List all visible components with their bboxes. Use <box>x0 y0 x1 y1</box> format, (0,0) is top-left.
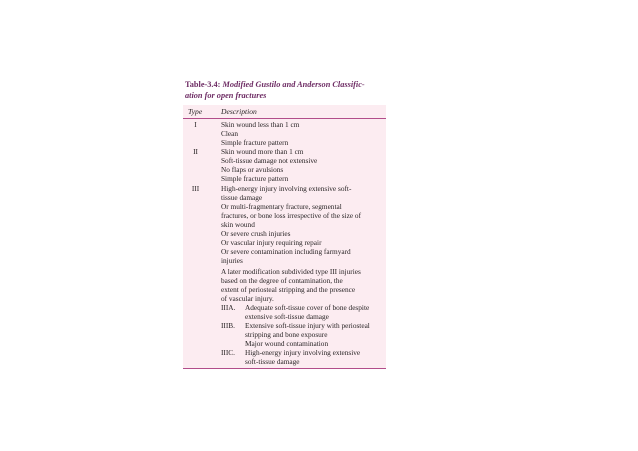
description-line: Skin wound more than 1 cm <box>221 147 304 157</box>
subtype-IIIC <box>221 348 384 366</box>
table-title-line-1: Modified Gustilo and Anderson Classific- <box>222 80 365 89</box>
note-line: extent of periosteal stripping and the presence <box>221 285 356 295</box>
subtype-line: extensive soft-tissue damage <box>245 312 329 322</box>
header-type: Type <box>188 107 203 117</box>
subtype-key: IIIB. <box>221 321 235 331</box>
row-type: I <box>194 120 197 130</box>
description-line: Or vascular injury requiring repair <box>221 237 322 247</box>
table-label: Table-3.4: <box>185 80 221 89</box>
subtype-line: soft-tissue damage <box>245 357 300 367</box>
description-line: Clean <box>221 129 239 139</box>
table-caption <box>185 80 386 101</box>
description-line: skin wound <box>221 219 255 229</box>
subtype-IIIB <box>221 321 384 348</box>
subtype-description <box>245 348 384 366</box>
table-block <box>183 80 386 369</box>
subtype-key: IIIA. <box>221 303 236 313</box>
subtype-line: Major wound contamination <box>245 339 329 349</box>
description-line: injuries <box>221 255 243 265</box>
subtype-line: High-energy injury involving extensive <box>245 348 361 358</box>
description-line: Soft-tissue damage not extensive <box>221 156 318 166</box>
header-description: Description <box>221 107 257 117</box>
note-line: based on the degree of contamination, the <box>221 275 343 285</box>
description-line: Simple fracture pattern <box>221 138 289 148</box>
row-description <box>221 120 386 147</box>
row-type: III <box>191 183 200 193</box>
table-row <box>183 120 386 147</box>
note-line: of vascular injury. <box>221 294 274 304</box>
classification-table <box>183 105 386 369</box>
subtype-line: stripping and bone exposure <box>245 330 328 340</box>
table-body <box>183 119 386 369</box>
note-line: A later modification subdivided type III injuries <box>221 266 361 276</box>
table-header <box>183 105 386 119</box>
description-line: Or multi-fragmentary fracture, segmental <box>221 201 342 211</box>
subtype-line: Adequate soft-tissue cover of bone despite <box>245 303 370 313</box>
row-type: II <box>193 147 198 157</box>
table-title-line-2: ation for open fractures <box>185 90 267 100</box>
description-line: tissue damage <box>221 192 263 202</box>
table-row <box>183 147 386 183</box>
description-line: No flaps or avulsions <box>221 165 284 175</box>
subtype-IIIA <box>221 303 384 321</box>
subtype-key: IIIC. <box>221 348 235 358</box>
modification-note <box>221 267 384 303</box>
subtype-line: Extensive soft-tissue injury with periosteal <box>245 321 370 331</box>
description-line: fractures, or bone loss irrespective of the size of <box>221 210 362 220</box>
table-row <box>183 184 386 367</box>
row-description <box>221 147 386 183</box>
subtype-description <box>245 303 384 321</box>
description-line: Skin wound less than 1 cm <box>221 120 300 130</box>
subtype-description <box>245 321 384 348</box>
description-line: Or severe contamination including farmyard <box>221 246 351 256</box>
description-line: Simple fracture pattern <box>221 174 289 184</box>
description-line: Or severe crush injuries <box>221 228 291 238</box>
row-description <box>221 184 386 367</box>
description-line: High-energy injury involving extensive soft- <box>221 183 352 193</box>
